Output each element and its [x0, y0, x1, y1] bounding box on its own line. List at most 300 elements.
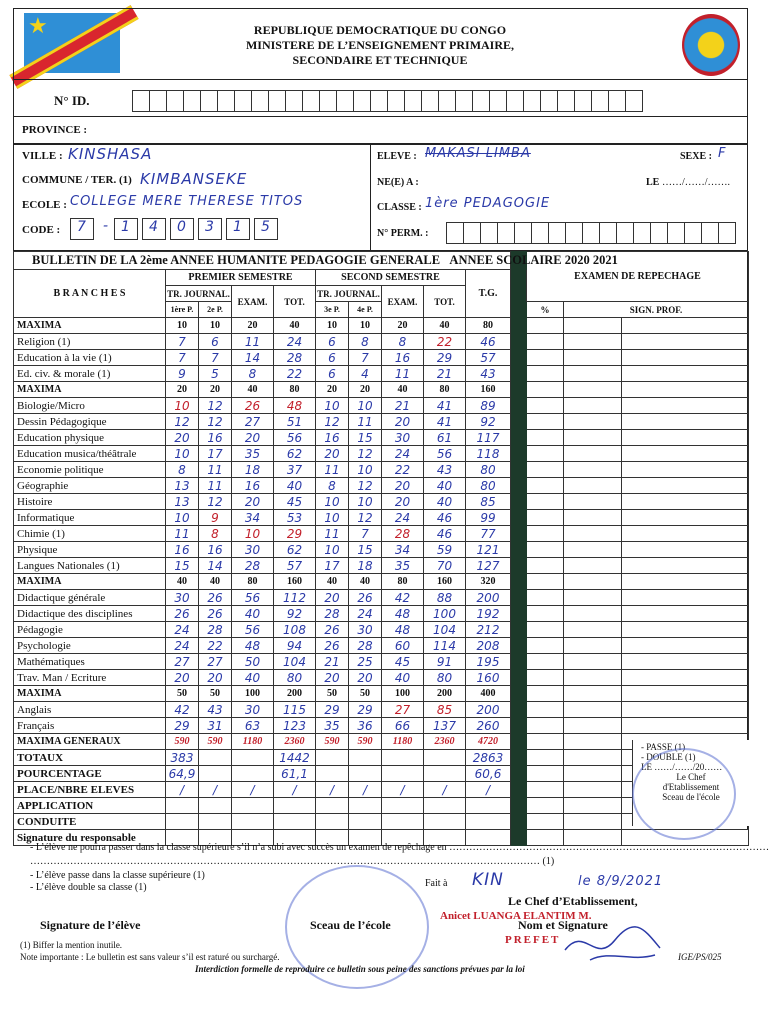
repechage-sign-cell[interactable] — [564, 782, 622, 798]
branch-name: APPLICATION — [14, 798, 166, 814]
subject-row — [14, 510, 749, 526]
le-label: LE — [646, 177, 660, 188]
grade-cell: 21 — [316, 654, 349, 670]
grade-cell: 115 — [274, 702, 316, 718]
repechage-pct-cell[interactable] — [527, 334, 564, 350]
signature-icon — [560, 920, 670, 970]
shaded-cell — [511, 270, 527, 286]
grade-cell: 100 — [382, 686, 424, 702]
grade-cell: 57 — [466, 350, 511, 366]
repechage-sign-cell[interactable] — [564, 670, 622, 686]
grade-cell: 50 — [232, 654, 274, 670]
grade-cell: 70 — [424, 558, 466, 574]
grade-cell: 28 — [199, 622, 232, 638]
shaded-cell — [511, 766, 527, 782]
branch-name: Biologie/Micro — [14, 398, 166, 414]
branches-header: B R A N C H E S — [14, 270, 166, 318]
code-digit: 1 — [226, 218, 250, 240]
grade-cell: 26 — [199, 590, 232, 606]
repechage-sign-cell[interactable] — [564, 638, 622, 654]
grade-cell: 26 — [316, 622, 349, 638]
grade-cell: 59 — [424, 542, 466, 558]
repechage-pct-cell[interactable] — [527, 526, 564, 542]
grade-cell: 590 — [199, 734, 232, 750]
grade-cell: 64,9 — [166, 766, 199, 782]
subject-row — [14, 398, 749, 414]
grade-cell: 2863 — [466, 750, 511, 766]
grade-cell: 26 — [232, 398, 274, 414]
repechage-sign-cell[interactable] — [622, 462, 749, 478]
grade-cell: 8 — [199, 526, 232, 542]
grade-cell: 20 — [316, 670, 349, 686]
bulletin-title-row — [14, 252, 618, 270]
repechage-sign-cell[interactable] — [564, 798, 622, 814]
repechage-pct-cell[interactable] — [527, 606, 564, 622]
repechage-pct-cell[interactable] — [527, 398, 564, 414]
repechage-sign-cell[interactable] — [622, 542, 749, 558]
grade-cell: 9 — [166, 366, 199, 382]
grade-cell: / — [424, 782, 466, 798]
grade-cell: 37 — [274, 462, 316, 478]
repechage-pct-cell[interactable] — [527, 622, 564, 638]
repechage-sign-cell[interactable] — [622, 526, 749, 542]
repechage-pct-cell[interactable] — [527, 654, 564, 670]
branch-name: Pédagogie — [14, 622, 166, 638]
grade-cell — [199, 766, 232, 782]
repechage-pct-cell[interactable] — [527, 814, 564, 830]
grade-cell: 80 — [466, 478, 511, 494]
repechage-sign-cell[interactable] — [622, 622, 749, 638]
grade-cell: 192 — [466, 606, 511, 622]
grade-cell: 114 — [424, 638, 466, 654]
repechage-sign-cell[interactable] — [622, 670, 749, 686]
repechage-sign-cell[interactable] — [564, 590, 622, 606]
subject-row — [14, 334, 749, 350]
repechage-sign-cell[interactable] — [564, 766, 622, 782]
grade-cell: 22 — [199, 638, 232, 654]
grade-cell: 16 — [199, 430, 232, 446]
grade-cell: 14 — [232, 350, 274, 366]
repechage-sign-cell[interactable] — [622, 510, 749, 526]
grade-cell — [424, 814, 466, 830]
repechage-pct-cell[interactable] — [527, 718, 564, 734]
repechage-pct-cell[interactable] — [527, 350, 564, 366]
perm-label: N° PERM. : — [377, 228, 429, 239]
grade-cell: 16 — [316, 430, 349, 446]
grade-cell: 127 — [466, 558, 511, 574]
repechage-pct-cell[interactable] — [527, 638, 564, 654]
grade-cell: 590 — [349, 734, 382, 750]
repechage-sign-cell[interactable] — [622, 350, 749, 366]
sceau-ecole: Sceau de l’école — [310, 918, 391, 932]
grade-cell: 27 — [199, 654, 232, 670]
grade-cell: 12 — [199, 414, 232, 430]
repechage-sign-cell[interactable] — [564, 654, 622, 670]
branch-name: Géographie — [14, 478, 166, 494]
branch-name: Religion (1) — [14, 334, 166, 350]
grade-cell: 43 — [424, 462, 466, 478]
shaded-cell — [511, 750, 527, 766]
grade-cell: 7 — [349, 526, 382, 542]
fait-label: Fait à — [425, 878, 448, 889]
subject-row — [14, 526, 749, 542]
ne-label: NE(E) A : — [377, 177, 419, 188]
grade-cell: 22 — [274, 366, 316, 382]
grade-cell: 30 — [232, 542, 274, 558]
repechage-sign-cell[interactable] — [564, 574, 622, 590]
sexe-value: F — [718, 146, 727, 161]
repechage-sign-cell[interactable] — [622, 366, 749, 382]
grade-cell: 12 — [166, 414, 199, 430]
shaded-cell — [511, 478, 527, 494]
repechage-pct-cell[interactable] — [527, 462, 564, 478]
repechage-pct-cell[interactable] — [527, 478, 564, 494]
repechage-sign-cell[interactable] — [564, 622, 622, 638]
repechage-pct-cell[interactable] — [527, 782, 564, 798]
repechage-pct-cell[interactable] — [527, 366, 564, 382]
shaded-cell — [511, 558, 527, 574]
grade-cell: 40 — [232, 606, 274, 622]
grade-cell: 10 — [316, 542, 349, 558]
grade-cell — [232, 814, 274, 830]
reproduction-warning: Interdiction formelle de reproduire ce bulletin sous peine des sanctions prévues par la loi — [195, 964, 525, 974]
grade-cell: 100 — [424, 606, 466, 622]
repechage-sign-cell[interactable] — [622, 590, 749, 606]
grade-cell: 20 — [349, 670, 382, 686]
grade-cell: 117 — [466, 430, 511, 446]
repechage-sign-cell[interactable] — [564, 686, 622, 702]
branch-name: CONDUITE — [14, 814, 166, 830]
grade-cell: 590 — [166, 734, 199, 750]
grade-cell — [349, 814, 382, 830]
repechage-pct-cell[interactable] — [527, 542, 564, 558]
subject-row — [14, 494, 749, 510]
grade-cell: 20 — [316, 382, 349, 398]
province-label: PROVINCE : — [22, 124, 88, 136]
grade-cell: 16 — [199, 542, 232, 558]
branch-name: MAXIMA — [14, 574, 166, 590]
header-line3: SECONDAIRE ET TECHNIQUE — [292, 53, 468, 67]
ecole-label: ECOLE : — [22, 199, 67, 211]
repechage-sign-cell[interactable] — [622, 494, 749, 510]
id-cells[interactable] — [132, 90, 642, 112]
repechage-sign-cell[interactable] — [622, 430, 749, 446]
repechage-sign-cell[interactable] — [622, 654, 749, 670]
repechage-pct-cell[interactable] — [527, 686, 564, 702]
grade-cell: 80 — [382, 574, 424, 590]
grade-cell: 8 — [349, 334, 382, 350]
grade-cell: 20 — [349, 382, 382, 398]
repechage-sign-cell[interactable] — [622, 718, 749, 734]
pct-header: % — [527, 302, 564, 318]
chef-etablissement: Le Chef d’Etablissement, — [508, 894, 638, 908]
grade-cell: 6 — [199, 334, 232, 350]
grade-cell: 92 — [466, 414, 511, 430]
repechage-sign-cell[interactable] — [622, 686, 749, 702]
grade-cell: 61,1 — [274, 766, 316, 782]
code-cells[interactable] — [70, 218, 282, 240]
grade-cell: 30 — [349, 622, 382, 638]
grade-cell: / — [382, 782, 424, 798]
grade-cell: 7 — [166, 334, 199, 350]
grade-cell: 40 — [424, 318, 466, 334]
grade-cell: 46 — [466, 334, 511, 350]
important-note: Note importante : Le bulletin est sans valeur s’il est raturé ou surchargé. — [20, 952, 280, 962]
repechage-sign-cell[interactable] — [564, 318, 622, 334]
maxima-row — [14, 686, 749, 702]
repechage-sign-cell[interactable] — [564, 366, 622, 382]
grade-cell — [316, 814, 349, 830]
repechage-sign-cell[interactable] — [622, 318, 749, 334]
repechage-sign-cell[interactable] — [564, 526, 622, 542]
biffer-note: (1) Biffer la mention inutile. — [20, 940, 123, 950]
repechage-pct-cell[interactable] — [527, 734, 564, 750]
grade-cell: 26 — [199, 606, 232, 622]
tg-header: T.G. — [466, 270, 511, 318]
grade-cell: 62 — [274, 446, 316, 462]
repechage-sign-cell[interactable] — [622, 606, 749, 622]
repechage-pct-cell[interactable] — [527, 798, 564, 814]
subject-row — [14, 350, 749, 366]
grade-cell: 11 — [199, 462, 232, 478]
grade-cell — [274, 814, 316, 830]
birth-date: ……/……/……. — [662, 177, 731, 188]
repechage-sign-cell[interactable] — [622, 638, 749, 654]
ecole-value: COLLEGE MERE THERESE TITOS — [70, 194, 304, 209]
grade-cell: 11 — [199, 478, 232, 494]
grade-cell: 22 — [382, 462, 424, 478]
branch-name: Didactique générale — [14, 590, 166, 606]
grade-cell: 42 — [382, 590, 424, 606]
grade-cell: 27 — [166, 654, 199, 670]
repechage-sign-cell[interactable] — [622, 558, 749, 574]
grade-cell: 160 — [466, 382, 511, 398]
passe-option[interactable]: - PASSE (1) — [641, 742, 686, 752]
grade-cell: 8 — [316, 478, 349, 494]
code-separator: - — [102, 218, 110, 234]
grade-cell: 2360 — [424, 734, 466, 750]
grade-cell: / — [232, 782, 274, 798]
grade-cell: 20 — [382, 414, 424, 430]
signature-eleve: Signature de l’élève — [40, 918, 141, 932]
repechage-sign-cell[interactable] — [564, 350, 622, 366]
grade-cell: 20 — [232, 430, 274, 446]
grade-cell: 24 — [382, 510, 424, 526]
subject-row — [14, 622, 749, 638]
grade-cell: 24 — [274, 334, 316, 350]
shaded-cell — [511, 622, 527, 638]
grade-cell: 28 — [349, 638, 382, 654]
repechage-sign-cell[interactable] — [564, 414, 622, 430]
code-digit: 5 — [254, 218, 278, 240]
grade-cell — [274, 798, 316, 814]
double-option[interactable]: - DOUBLE (1) — [641, 752, 696, 762]
repechage-pct-cell[interactable] — [527, 382, 564, 398]
repechage-pct-cell[interactable] — [527, 670, 564, 686]
grade-cell: 61 — [424, 430, 466, 446]
grade-cell: 89 — [466, 398, 511, 414]
tot-header: TOT. — [274, 286, 316, 318]
repechage-sign-cell[interactable] — [564, 718, 622, 734]
branch-name: Didactique des disciplines — [14, 606, 166, 622]
grade-cell: 20 — [166, 382, 199, 398]
grade-cell: 85 — [424, 702, 466, 718]
grade-cell: 11 — [382, 366, 424, 382]
repechage-pct-cell[interactable] — [527, 510, 564, 526]
header-line2: MINISTERE DE L’ENSEIGNEMENT PRIMAIRE, — [245, 38, 515, 52]
grade-cell: 590 — [316, 734, 349, 750]
repechage-sign-cell[interactable] — [564, 702, 622, 718]
repechage-pct-cell[interactable] — [527, 414, 564, 430]
grade-cell: 20 — [316, 590, 349, 606]
grade-cell: 12 — [316, 414, 349, 430]
grade-cell: 99 — [466, 510, 511, 526]
perm-cells[interactable] — [446, 222, 735, 244]
grade-cell: 48 — [382, 622, 424, 638]
shaded-cell — [511, 462, 527, 478]
grade-cell: 34 — [232, 510, 274, 526]
branch-name: Trav. Man / Ecriture — [14, 670, 166, 686]
grade-cell: 27 — [232, 414, 274, 430]
grade-cell: 12 — [349, 478, 382, 494]
shaded-cell — [511, 398, 527, 414]
repechage-sign-cell[interactable] — [622, 702, 749, 718]
branch-name: TOTAUX — [14, 750, 166, 766]
repechage-sign-cell[interactable] — [622, 382, 749, 398]
classe-label: CLASSE : — [377, 202, 422, 213]
grade-cell: 10 — [349, 398, 382, 414]
repechage-pct-cell[interactable] — [527, 318, 564, 334]
grade-cell: 14 — [199, 558, 232, 574]
school-year: ANNEE SCOLAIRE 2020 2021 — [449, 253, 618, 267]
grade-cell — [424, 798, 466, 814]
grade-cell: 31 — [199, 718, 232, 734]
grade-cell: 10 — [166, 446, 199, 462]
double-note: - L’élève double sa classe (1) — [30, 882, 147, 893]
repechage-pct-cell[interactable] — [527, 590, 564, 606]
grade-cell: 40 — [424, 494, 466, 510]
repechage-pct-cell[interactable] — [527, 430, 564, 446]
repechage-pct-cell[interactable] — [527, 766, 564, 782]
code-label: CODE : — [22, 224, 61, 236]
semester2-header: SECOND SEMESTRE — [316, 270, 466, 286]
grade-cell: 12 — [199, 494, 232, 510]
grade-cell — [232, 750, 274, 766]
grade-cell: 18 — [232, 462, 274, 478]
repechage-sign-cell[interactable] — [564, 398, 622, 414]
shaded-cell — [511, 606, 527, 622]
grade-cell: 400 — [466, 686, 511, 702]
repechage-sign-cell[interactable] — [622, 414, 749, 430]
grade-cell: 2360 — [274, 734, 316, 750]
repechage-sign-cell[interactable] — [622, 478, 749, 494]
grade-cell: 43 — [199, 702, 232, 718]
grade-cell: 200 — [466, 590, 511, 606]
nom-signature: Nom et Signature — [518, 918, 608, 932]
grade-cell: 46 — [424, 510, 466, 526]
shaded-cell — [511, 590, 527, 606]
grade-cell: 40 — [424, 478, 466, 494]
branch-name: MAXIMA — [14, 382, 166, 398]
grade-cell: 29 — [424, 350, 466, 366]
repechage-sign-cell[interactable] — [564, 734, 622, 750]
repechage-pct-cell[interactable] — [527, 446, 564, 462]
prefet-stamp: Anicet LUANGA ELANTIM M. — [440, 910, 592, 922]
grade-cell: 320 — [466, 574, 511, 590]
repechage-pct-cell[interactable] — [527, 494, 564, 510]
grade-cell: 56 — [232, 590, 274, 606]
branch-name: Education à la vie (1) — [14, 350, 166, 366]
repechage-sign-cell[interactable] — [564, 494, 622, 510]
grade-cell: 10 — [166, 398, 199, 414]
sexe-label: SEXE : — [680, 151, 712, 162]
grade-cell: 28 — [274, 350, 316, 366]
shaded-cell — [511, 382, 527, 398]
grade-cell: 10 — [199, 318, 232, 334]
grade-cell: 42 — [166, 702, 199, 718]
shaded-cell — [511, 318, 527, 334]
grade-cell: 40 — [166, 574, 199, 590]
shaded-cell — [511, 334, 527, 350]
code-digit: 1 — [114, 218, 138, 240]
repechage-pct-cell[interactable] — [527, 558, 564, 574]
shaded-cell — [511, 686, 527, 702]
repechage-sign-cell[interactable] — [564, 606, 622, 622]
repechage-sign-cell[interactable] — [564, 462, 622, 478]
repechage-sign-cell[interactable] — [564, 430, 622, 446]
grade-cell: 24 — [349, 606, 382, 622]
repechage-sign-cell[interactable] — [564, 334, 622, 350]
grade-cell: 20 — [166, 430, 199, 446]
shaded-cell — [511, 798, 527, 814]
grade-cell: 56 — [424, 446, 466, 462]
repechage-sign-cell[interactable] — [622, 398, 749, 414]
repechage-sign-cell[interactable] — [564, 446, 622, 462]
exam-header: EXAM. — [382, 286, 424, 318]
tr-journal-header: TR. JOURNAL. — [316, 286, 382, 302]
grade-cell: 91 — [424, 654, 466, 670]
repechage-sign-cell[interactable] — [564, 542, 622, 558]
period4-header: 4e P. — [349, 302, 382, 318]
grade-cell: 40 — [316, 574, 349, 590]
grade-cell: 7 — [199, 350, 232, 366]
grade-cell: 20 — [199, 382, 232, 398]
repechage-sign-cell[interactable] — [564, 814, 622, 830]
repechage-sign-cell[interactable] — [622, 334, 749, 350]
grade-cell: 60 — [382, 638, 424, 654]
grade-cell: 12 — [349, 510, 382, 526]
grade-cell: 56 — [232, 622, 274, 638]
grade-cell: 63 — [232, 718, 274, 734]
grade-cell: / — [466, 782, 511, 798]
repechage-sign-cell[interactable] — [564, 750, 622, 766]
repechage-sign-cell[interactable] — [564, 382, 622, 398]
grade-cell: 20 — [232, 318, 274, 334]
repechage-pct-cell[interactable] — [527, 702, 564, 718]
code-digit: 0 — [170, 218, 194, 240]
period2-header: 2e P. — [199, 302, 232, 318]
grade-cell: 10 — [316, 318, 349, 334]
repechage-sign-cell[interactable] — [622, 446, 749, 462]
drc-flag-icon: ★ — [24, 13, 120, 73]
repechage-pct-cell[interactable] — [527, 750, 564, 766]
repechage-sign-cell[interactable] — [564, 478, 622, 494]
repechage-pct-cell[interactable] — [527, 574, 564, 590]
repechage-sign-cell[interactable] — [564, 510, 622, 526]
repechage-sign-cell[interactable] — [622, 574, 749, 590]
grade-cell: 20 — [382, 494, 424, 510]
repechage-sign-cell[interactable] — [564, 558, 622, 574]
